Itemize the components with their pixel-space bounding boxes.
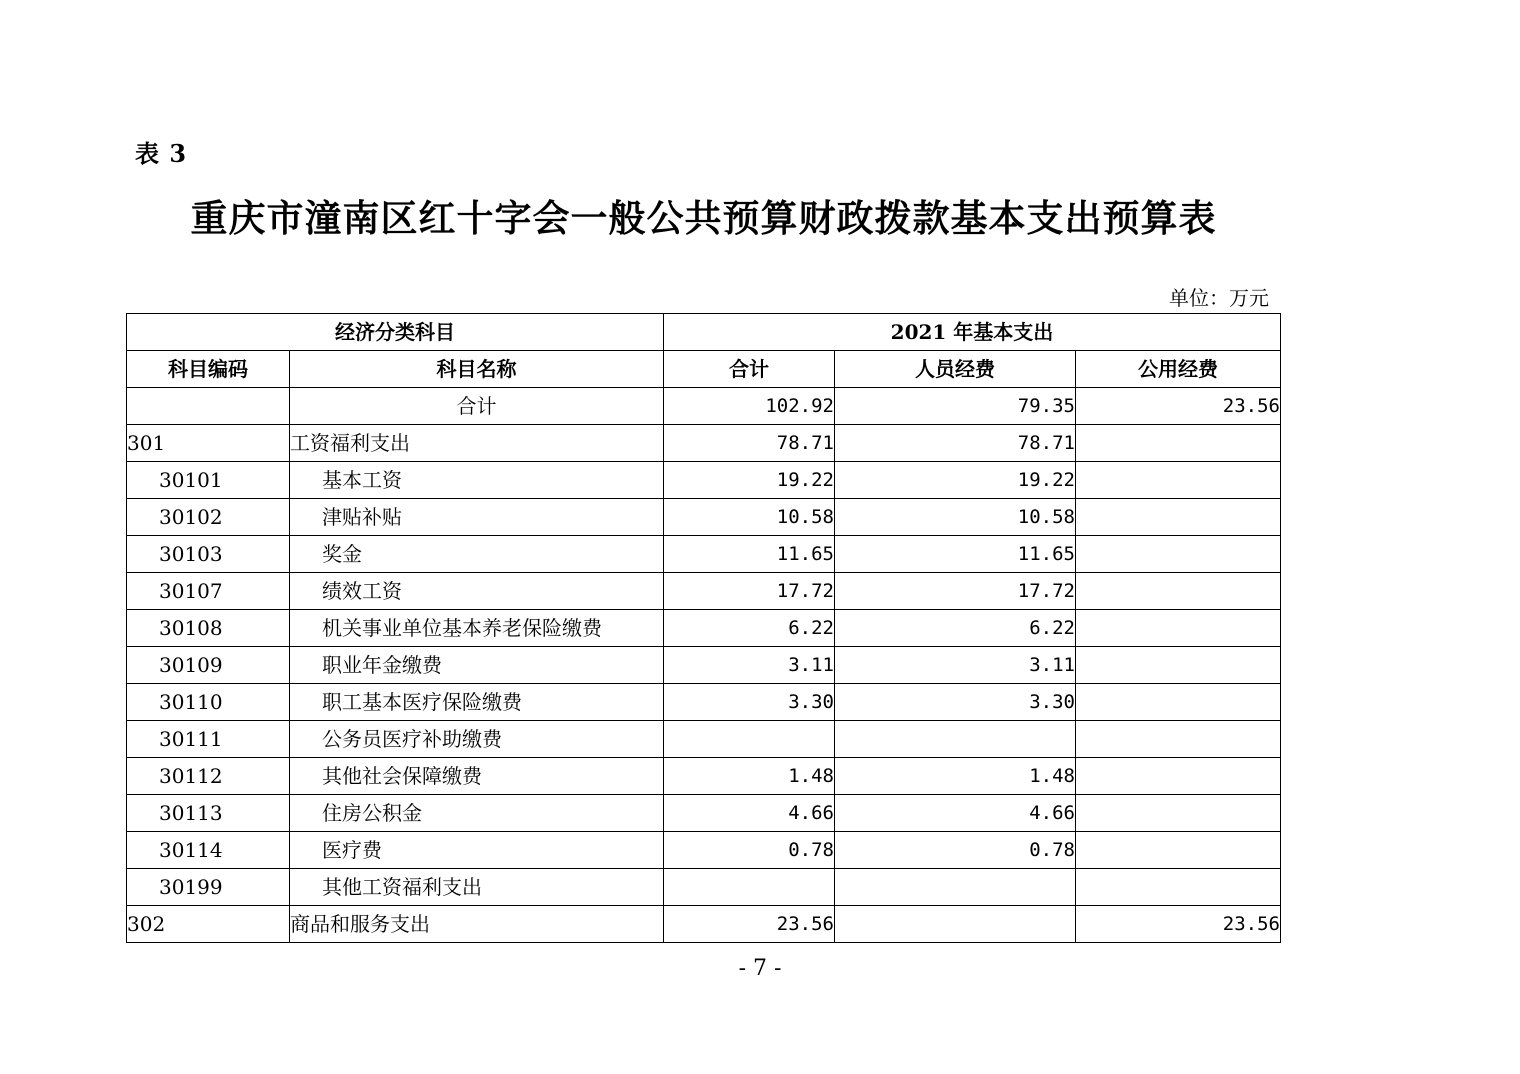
header-column-row	[127, 351, 1281, 388]
cell-code: 30109	[127, 647, 290, 684]
cell-personnel: 4.66	[835, 795, 1076, 832]
cell-public	[1076, 795, 1281, 832]
table-label: 表 3	[135, 139, 188, 168]
cell-name: 商品和服务支出	[290, 906, 664, 943]
table-row	[127, 721, 1281, 758]
cell-personnel	[835, 721, 1076, 758]
cell-total: 6.22	[664, 610, 835, 647]
cell-total: 0.78	[664, 832, 835, 869]
cell-code: 30103	[127, 536, 290, 573]
cell-public	[1076, 869, 1281, 906]
cell-public: 23.56	[1076, 906, 1281, 943]
table-row	[127, 684, 1281, 721]
cell-public	[1076, 758, 1281, 795]
cell-name: 奖金	[290, 536, 664, 573]
table-row	[127, 758, 1281, 795]
table-row	[127, 906, 1281, 943]
cell-code	[127, 388, 290, 425]
cell-total	[664, 869, 835, 906]
cell-personnel: 6.22	[835, 610, 1076, 647]
cell-total: 78.71	[664, 425, 835, 462]
cell-personnel: 11.65	[835, 536, 1076, 573]
cell-name: 绩效工资	[290, 573, 664, 610]
header-name: 科目名称	[290, 351, 664, 388]
cell-name: 住房公积金	[290, 795, 664, 832]
cell-name: 职业年金缴费	[290, 647, 664, 684]
cell-code: 30102	[127, 499, 290, 536]
cell-personnel: 3.30	[835, 684, 1076, 721]
cell-public	[1076, 610, 1281, 647]
cell-total	[664, 721, 835, 758]
cell-code: 30199	[127, 869, 290, 906]
cell-name: 合计	[290, 388, 664, 425]
cell-personnel: 79.35	[835, 388, 1076, 425]
cell-personnel: 3.11	[835, 647, 1076, 684]
cell-public	[1076, 499, 1281, 536]
table-row	[127, 647, 1281, 684]
header-public: 公用经费	[1076, 351, 1281, 388]
cell-public	[1076, 573, 1281, 610]
table-row	[127, 573, 1281, 610]
header-group-row	[127, 314, 1281, 351]
cell-public	[1076, 425, 1281, 462]
cell-name: 其他工资福利支出	[290, 869, 664, 906]
cell-personnel: 19.22	[835, 462, 1076, 499]
cell-name: 基本工资	[290, 462, 664, 499]
cell-total: 23.56	[664, 906, 835, 943]
table-row	[127, 462, 1281, 499]
cell-name: 津贴补贴	[290, 499, 664, 536]
table-row	[127, 869, 1281, 906]
cell-public: 23.56	[1076, 388, 1281, 425]
cell-total: 102.92	[664, 388, 835, 425]
table-row	[127, 832, 1281, 869]
cell-personnel	[835, 906, 1076, 943]
cell-total: 3.30	[664, 684, 835, 721]
cell-name: 其他社会保障缴费	[290, 758, 664, 795]
cell-total: 1.48	[664, 758, 835, 795]
cell-code: 30107	[127, 573, 290, 610]
cell-personnel: 1.48	[835, 758, 1076, 795]
cell-total: 11.65	[664, 536, 835, 573]
cell-personnel: 78.71	[835, 425, 1076, 462]
header-economic-classification: 经济分类科目	[127, 314, 664, 351]
cell-total: 10.58	[664, 499, 835, 536]
cell-public	[1076, 462, 1281, 499]
cell-code: 30113	[127, 795, 290, 832]
cell-code: 30101	[127, 462, 290, 499]
cell-public	[1076, 684, 1281, 721]
table-row	[127, 536, 1281, 573]
cell-total: 3.11	[664, 647, 835, 684]
cell-personnel: 17.72	[835, 573, 1076, 610]
budget-table	[126, 313, 1281, 943]
header-total: 合计	[664, 351, 835, 388]
table-row	[127, 499, 1281, 536]
cell-code: 302	[127, 906, 290, 943]
cell-name: 工资福利支出	[290, 425, 664, 462]
cell-public	[1076, 832, 1281, 869]
cell-personnel: 0.78	[835, 832, 1076, 869]
header-basic-expenditure: 2021 年基本支出	[664, 314, 1281, 351]
cell-name: 公务员医疗补助缴费	[290, 721, 664, 758]
cell-public	[1076, 721, 1281, 758]
cell-code: 30108	[127, 610, 290, 647]
table-row-total	[127, 388, 1281, 425]
cell-name: 医疗费	[290, 832, 664, 869]
cell-total: 19.22	[664, 462, 835, 499]
header-code: 科目编码	[127, 351, 290, 388]
cell-personnel	[835, 869, 1076, 906]
unit-label: 单位：万元	[1169, 286, 1269, 310]
header-personnel: 人员经费	[835, 351, 1076, 388]
cell-total: 4.66	[664, 795, 835, 832]
cell-personnel: 10.58	[835, 499, 1076, 536]
table-row	[127, 610, 1281, 647]
document-title: 重庆市潼南区红十字会一般公共预算财政拨款基本支出预算表	[190, 196, 1217, 240]
cell-code: 30110	[127, 684, 290, 721]
table-row	[127, 425, 1281, 462]
cell-code: 30114	[127, 832, 290, 869]
cell-total: 17.72	[664, 573, 835, 610]
page-number: - 7 -	[738, 956, 782, 981]
cell-public	[1076, 536, 1281, 573]
cell-public	[1076, 647, 1281, 684]
cell-code: 30112	[127, 758, 290, 795]
table-row	[127, 795, 1281, 832]
cell-name: 职工基本医疗保险缴费	[290, 684, 664, 721]
cell-code: 30111	[127, 721, 290, 758]
cell-name: 机关事业单位基本养老保险缴费	[290, 610, 664, 647]
cell-code: 301	[127, 425, 290, 462]
